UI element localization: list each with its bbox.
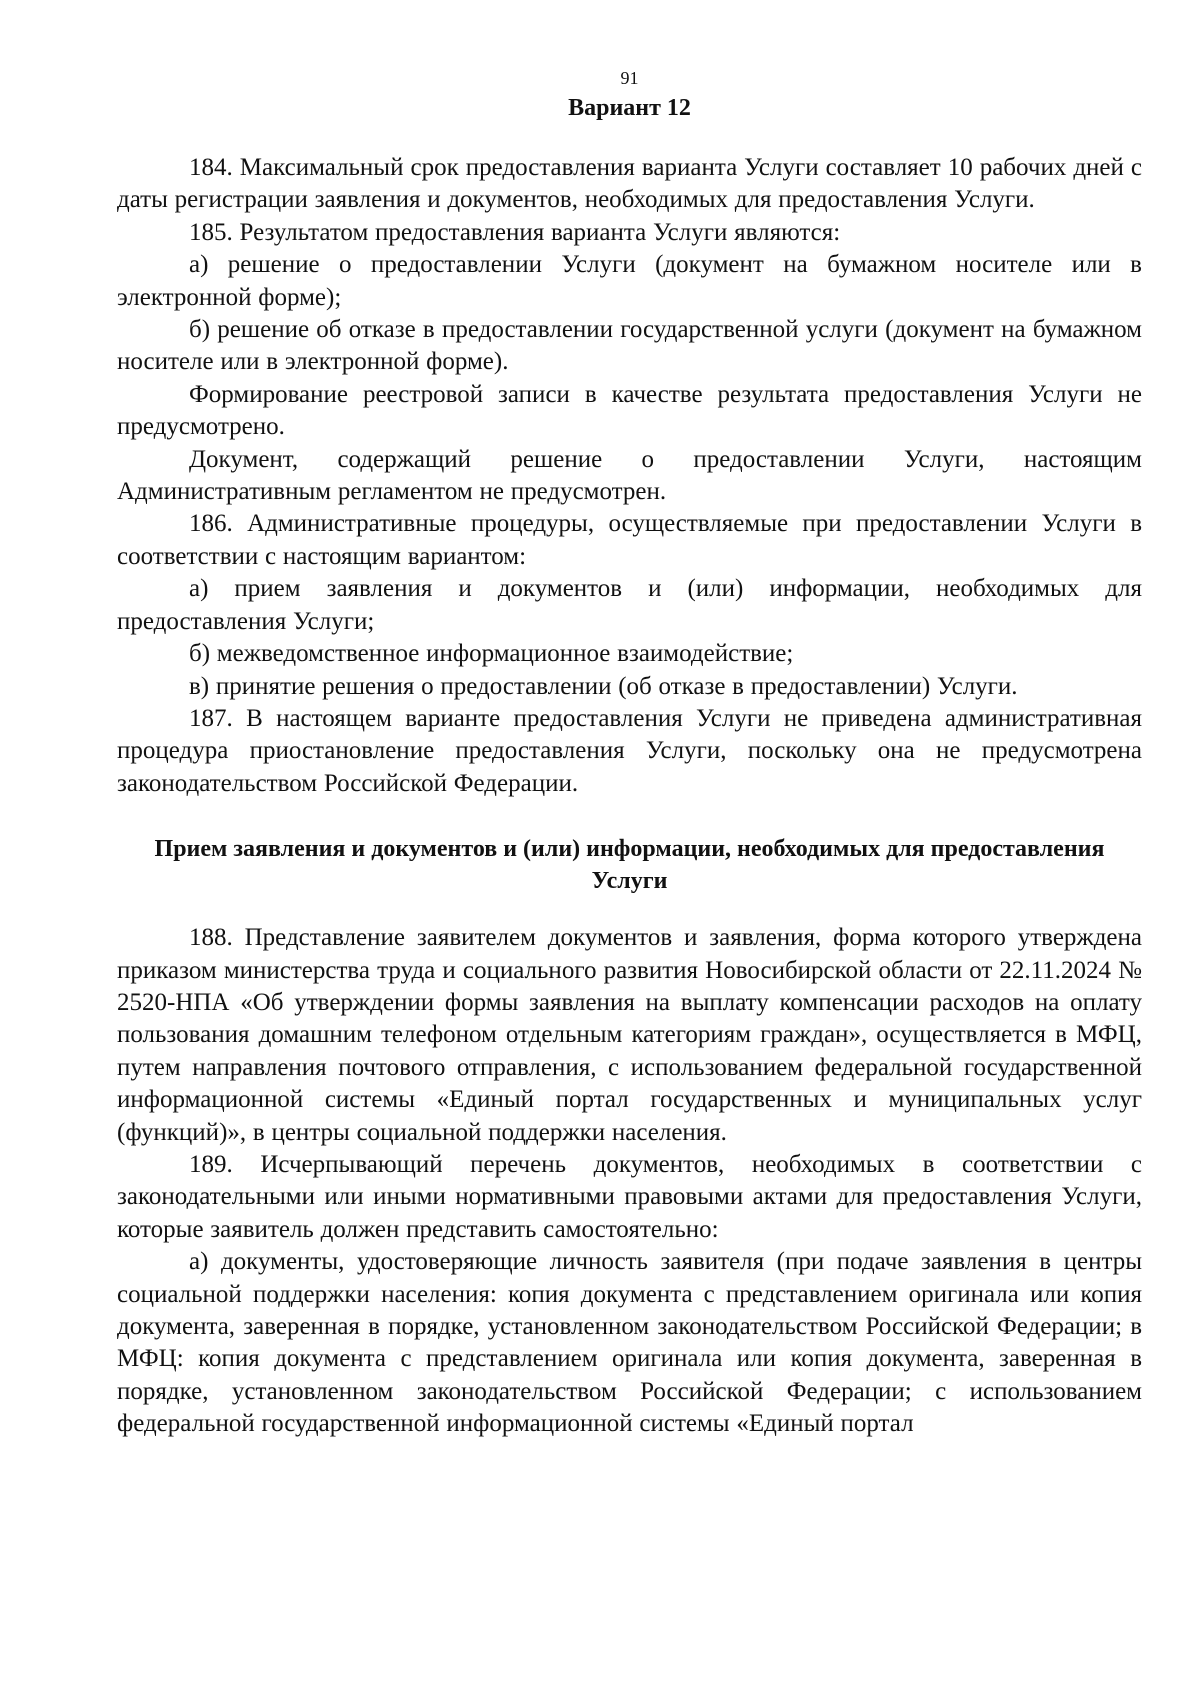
paragraph-186: 186. Административные процедуры, осуществляемые при предоставлении Услуги в соответствии с настоящим вариантом: — [117, 510, 1142, 570]
section-title: Прием заявления и документов и (или) информации, необходимых для предоставления Услуги — [154, 836, 1105, 895]
paragraph-decision-document: Документ, содержащий решение о предоставлении Услуги, настоящим Административным регламентом не предусмотрен. — [117, 445, 1142, 506]
variant-title: Вариант 12 — [568, 95, 691, 121]
paragraph-184: 184. Максимальный срок предоставления варианта Услуги составляет 10 рабочих дней с даты регистрации заявления и документов, необходимых для предоставления Услуги. — [117, 154, 1142, 214]
paragraph-189-a: а) документы, удостоверяющие личность заявителя (при подаче заявления в центры социальной поддержки населения: копия документа с представлением оригинала или копия документа, заверенная в порядке, установленном законодательством Российской Федерации; в МФЦ: копия документа с представлением оригинала или копия документа, заверенная в порядке, установленном законодательством Российской Федерации; с использованием федеральной государственной информационной системы «Единый портал — [117, 1248, 1142, 1438]
paragraph-185-b: б) решение об отказе в предоставлении государственной услуги (документ на бумажном носителе или в электронной форме). — [117, 316, 1142, 376]
paragraph-186-c: в) принятие решения о предоставлении (об отказе в предоставлении) Услуги. — [189, 672, 1018, 700]
paragraph-186-a: а) прием заявления и документов и (или) информации, необходимых для предоставления Услуги; — [117, 575, 1142, 635]
paragraphs-part2 — [117, 922, 1142, 1441]
paragraph-188: 188. Представление заявителем документов и заявления, форма которого утверждена приказом министерства труда и социального развития Новосибирской области от 22.11.2024 № 2520-НПА «Об утверждении формы заявления на выплату компенсации расходов на оплату пользования домашним телефоном отдельным категориям граждан», осуществляется в МФЦ, путем направления почтового отправления, с использованием федеральной государственной информационной системы «Единый портал государственных и муниципальных услуг (функций)», в центры социальной поддержки населения. — [117, 924, 1142, 1146]
paragraph-185: 185. Результатом предоставления варианта Услуги являются: — [189, 218, 841, 246]
page-number: 91 — [620, 68, 639, 88]
paragraph-registry-record: Формирование реестровой записи в качестве результата предоставления Услуги не предусмотрено. — [117, 380, 1142, 441]
paragraphs-part1 — [117, 152, 1142, 800]
paragraph-186-b: б) межведомственное информационное взаимодействие; — [189, 640, 794, 668]
document-page — [117, 60, 1142, 1441]
paragraph-189: 189. Исчерпывающий перечень документов, необходимых в соответствии с законодательными или иными нормативными правовыми актами для предоставления Услуги, которые заявитель должен представить самостоятельно: — [117, 1150, 1142, 1243]
paragraph-187: 187. В настоящем варианте предоставления Услуги не приведена административная процедура приостановление предоставления Услуги, поскольку она не предусмотрена законодательством Российской Федерации. — [117, 704, 1142, 797]
paragraph-185-a: а) решение о предоставлении Услуги (документ на бумажном носителе или в электронной форме); — [117, 251, 1142, 311]
